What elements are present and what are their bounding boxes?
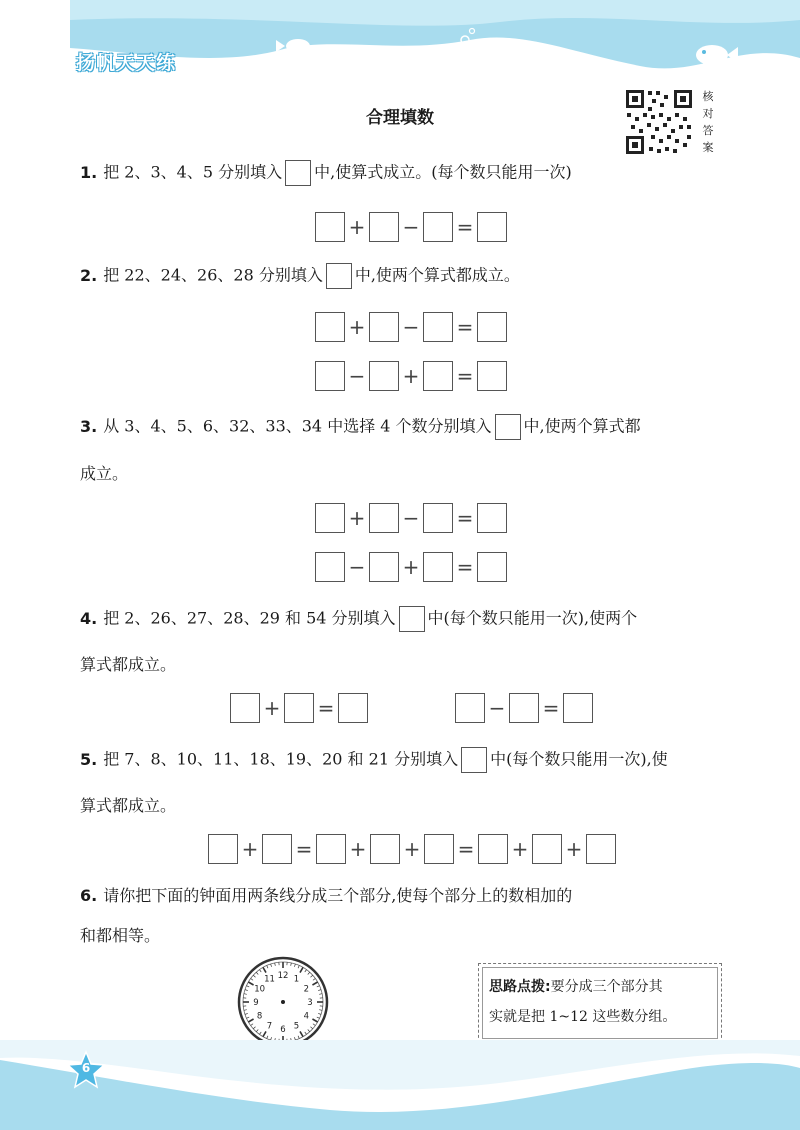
answer-box[interactable] [315, 361, 345, 391]
clock-number-7: 7 [266, 1021, 273, 1032]
question-3 [80, 414, 641, 440]
answer-box[interactable] [423, 312, 453, 342]
answer-box[interactable] [262, 834, 292, 864]
answer-box[interactable] [477, 312, 507, 342]
operator: + [349, 837, 367, 861]
answer-box-sample [461, 747, 487, 773]
answer-box[interactable] [208, 834, 238, 864]
clock-number-5: 5 [293, 1021, 300, 1032]
answer-box[interactable] [315, 212, 345, 242]
operator: − [402, 315, 420, 339]
answer-box[interactable] [532, 834, 562, 864]
qr-label: 核对答案 [702, 90, 714, 154]
question-text: 中,使两个算式都成立。 [354, 265, 520, 285]
question-3-cont [80, 462, 128, 486]
clock-number-9: 9 [253, 998, 259, 1008]
brand-logo: 扬帆天天练 [76, 52, 177, 74]
operator: − [402, 506, 420, 530]
hint-text: 要分成三个部分其 [550, 979, 663, 995]
clock-number-10: 10 [254, 984, 266, 995]
answer-box[interactable] [315, 552, 345, 582]
answer-box[interactable] [316, 834, 346, 864]
equation-row [315, 360, 507, 392]
question-text: 把 7、8、10、11、18、19、20 和 21 分别填入 [103, 749, 459, 769]
answer-box-sample [399, 606, 425, 632]
header-band [0, 0, 800, 90]
question-text: 算式都成立。 [80, 796, 177, 815]
question-2 [80, 263, 520, 289]
question-text: 从 3、4、5、6、32、33、34 中选择 4 个数分别填入 [103, 416, 492, 436]
operator: = [456, 555, 474, 579]
question-number: 2. [80, 265, 98, 285]
hint-line-2: 实就是把 1~12 这些数分组。 [489, 1009, 677, 1025]
equation-row [455, 692, 593, 724]
answer-box-sample [495, 414, 521, 440]
question-6 [80, 884, 572, 908]
operator: + [348, 315, 366, 339]
operator: + [565, 837, 583, 861]
answer-box[interactable] [423, 212, 453, 242]
answer-box[interactable] [424, 834, 454, 864]
clock-center [281, 1000, 285, 1004]
question-text: 把 2、3、4、5 分别填入 [103, 162, 283, 182]
page-number: 6 [81, 1061, 91, 1075]
operator: = [456, 506, 474, 530]
operator: = [295, 837, 313, 861]
question-text: 中,使两个算式都 [523, 416, 641, 436]
question-6-cont [80, 924, 160, 948]
answer-box-sample [285, 160, 311, 186]
question-text: 和都相等。 [80, 926, 161, 945]
question-4-cont [80, 653, 176, 677]
answer-box[interactable] [369, 552, 399, 582]
question-text: 请你把下面的钟面用两条线分成三个部分,使每个部分上的数相加的 [103, 886, 573, 905]
question-text: 中(每个数只能用一次),使两个 [427, 608, 638, 628]
answer-box[interactable] [370, 834, 400, 864]
operator: + [402, 364, 420, 388]
question-number: 4. [80, 608, 98, 628]
answer-box[interactable] [230, 693, 260, 723]
footer-band [0, 1040, 800, 1130]
operator: + [241, 837, 259, 861]
equation-row [230, 692, 368, 724]
answer-box[interactable] [477, 552, 507, 582]
operator: = [456, 315, 474, 339]
question-text: 中(每个数只能用一次),使 [490, 749, 668, 769]
operator: = [457, 837, 475, 861]
answer-box[interactable] [423, 361, 453, 391]
operator: = [456, 215, 474, 239]
clock-number-8: 8 [256, 1011, 263, 1022]
question-text: 中,使算式成立。(每个数只能用一次) [314, 162, 572, 182]
answer-box[interactable] [477, 361, 507, 391]
hint-box [478, 963, 722, 1043]
operator: = [317, 696, 335, 720]
clock-face[interactable] [237, 956, 329, 1048]
operator: + [348, 215, 366, 239]
question-number: 1. [80, 162, 98, 182]
answer-box[interactable] [369, 212, 399, 242]
answer-box[interactable] [423, 552, 453, 582]
question-number: 3. [80, 416, 98, 436]
question-1 [80, 160, 572, 186]
question-number: 5. [80, 749, 98, 769]
answer-box[interactable] [284, 693, 314, 723]
answer-box[interactable] [315, 312, 345, 342]
operator: + [402, 555, 420, 579]
operator: = [542, 696, 560, 720]
answer-box[interactable] [563, 693, 593, 723]
answer-box[interactable] [455, 693, 485, 723]
question-text: 算式都成立。 [80, 655, 177, 674]
question-text: 把 2、26、27、28、29 和 54 分别填入 [103, 608, 396, 628]
answer-box[interactable] [369, 361, 399, 391]
answer-box[interactable] [477, 503, 507, 533]
clock-number-1: 1 [293, 974, 300, 985]
question-5 [80, 747, 668, 773]
operator: − [348, 555, 366, 579]
question-number: 6. [80, 886, 98, 905]
clock-number-2: 2 [303, 984, 310, 995]
answer-box[interactable] [315, 503, 345, 533]
operator: + [263, 696, 281, 720]
equation-row [315, 502, 507, 534]
operator: + [511, 837, 529, 861]
hint-label: 思路点拨: [489, 979, 551, 995]
clock-number-3: 3 [307, 998, 313, 1008]
clock-number-4: 4 [303, 1011, 310, 1022]
page-title: 合理填数 [366, 108, 434, 128]
answer-box[interactable] [477, 212, 507, 242]
question-4 [80, 606, 637, 632]
answer-box[interactable] [369, 312, 399, 342]
answer-box[interactable] [509, 693, 539, 723]
answer-box[interactable] [338, 693, 368, 723]
operator: − [402, 215, 420, 239]
hint-line-1 [489, 972, 711, 1002]
operator: + [348, 506, 366, 530]
operator: = [456, 364, 474, 388]
answer-box[interactable] [478, 834, 508, 864]
question-text: 把 22、24、26、28 分别填入 [103, 265, 323, 285]
clock-number-11: 11 [264, 974, 275, 985]
answer-box[interactable] [423, 503, 453, 533]
equation-row [315, 311, 507, 343]
answer-box[interactable] [586, 834, 616, 864]
equation-row [315, 211, 507, 243]
clock-number-12: 12 [277, 971, 289, 981]
operator: − [488, 696, 506, 720]
answer-box-sample [326, 263, 352, 289]
equation-row [208, 833, 616, 865]
answer-box[interactable] [369, 503, 399, 533]
question-text: 成立。 [80, 464, 129, 483]
question-5-cont [80, 794, 176, 818]
operator: − [348, 364, 366, 388]
operator: + [403, 837, 421, 861]
clock-number-6: 6 [280, 1025, 286, 1035]
equation-row [315, 551, 507, 583]
